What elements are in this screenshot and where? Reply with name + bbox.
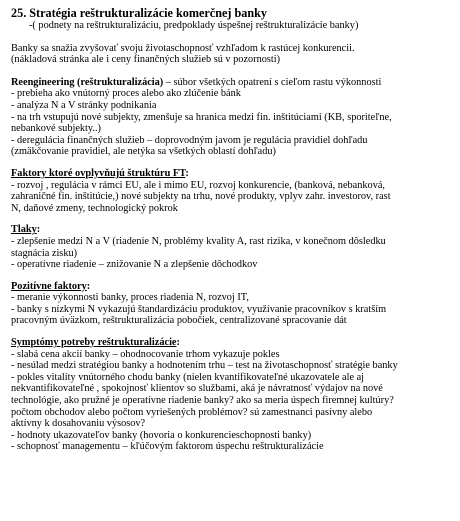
tlaky-heading-line: [11, 224, 452, 236]
symptomy-line: - nesúlad medzi stratégiou banky a hodnotením trhu – test na životaschopnosť stratégie banky: [11, 360, 398, 372]
intro-line: (nákladová stránka ale i ceny finančných služieb sú v pozornosti): [11, 54, 281, 66]
symptomy-line: - schopnosť managementu – kľúčovým faktorom úspechu reštrukturalizácie: [11, 441, 324, 453]
tlaky-section: [11, 224, 452, 270]
intro-paragraph: [11, 43, 452, 66]
symptomy-line: - pokles vitality vnútorného chodu banky (nielen kvantifikovateľné ukazovatele ale aj: [11, 371, 365, 383]
faktory-heading-suffix: :: [185, 167, 189, 179]
reengineering-line: (zmäkčovanie pravidiel, ale netýka sa všetkých oblastí dohľadu): [11, 146, 276, 158]
reengineering-line: nebankové subjekty..): [11, 123, 101, 135]
tlaky-line: - operatívne riadenie – znižovanie N a zlepšenie dôchodkov: [11, 259, 258, 271]
symptomy-section: [11, 337, 452, 453]
reengineering-line: - na trh vstupujú nové subjekty, zmenšuje sa hranica medzi fin. inštitúciami (KB, sporiteľne,: [11, 111, 392, 123]
faktory-line: zahraničné fin. inštitúcie,) nové subjekty na trhu, nové produkty, vplyv zahr. investorov, rast: [11, 191, 391, 203]
pozitivne-heading-line: [11, 281, 452, 293]
pozitivne-line: - meranie výkonnosti banky, proces riadenia N, rozvoj IT,: [11, 292, 249, 304]
symptomy-line: nekvantifikovateľné , spokojnosť klientov so službami, aká je návratnosť výdajov na nové: [11, 383, 383, 395]
faktory-section: [11, 168, 452, 214]
reengineering-line: - prebieha ako vnútorný proces alebo ako zlúčenie bánk: [11, 88, 241, 100]
symptomy-heading-suffix: :: [176, 337, 180, 349]
tlaky-line: - zlepšenie medzi N a V (riadenie N, problémy kvality A, rast rizika, v konečnom dôsledku: [11, 235, 386, 247]
symptomy-line: aktívny k dosahovaniu výsosov?: [11, 418, 146, 430]
tlaky-heading-suffix: :: [36, 224, 41, 236]
pozitivne-line: pracovným úväzkom, reštrukturalizácia pobočiek, centralizované spracovanie dát: [11, 315, 347, 327]
intro-line: Banky sa snažia zvyšovať svoju životaschopnosť vzhľadom k rastúcej konkurencii.: [11, 42, 355, 54]
pozitivne-heading: Pozitívne faktory: [11, 280, 87, 292]
reengineering-line: - analýza N a V stránky podnikania: [11, 99, 157, 111]
faktory-line: - rozvoj , regulácia v rámci EU, ale i mimo EU, rozvoj konkurencie, (banková, nebanková,: [11, 179, 385, 191]
faktory-heading-line: [11, 168, 452, 180]
tlaky-heading: Tlaky: [11, 224, 37, 236]
subtitle: -( podnety na reštrukturalizáciu, predpoklady úspešnej reštrukturalizácie banky): [29, 20, 359, 31]
symptomy-heading-line: [11, 337, 452, 349]
pozitivne-section: [11, 281, 452, 327]
symptomy-line: - hodnoty ukazovateľov banky (hovoria o konkurencieschopnosti banky): [11, 429, 312, 441]
pozitivne-heading-suffix: :: [86, 280, 91, 292]
reengineering-heading-rest: – súbor všetkých opatrení s cieľom rastu výkonnosti: [163, 76, 382, 88]
reengineering-heading-line: [11, 77, 452, 89]
symptomy-line: technológie, ako pružné je operatívne riadenie banky? ako sa meria úspech firemnej kultúry?: [11, 395, 394, 407]
reengineering-line: - deregulácia finančných služieb – doprovodným javom je regulácia pravidiel dohľadu: [11, 134, 368, 146]
symptomy-line: počtom obchodov alebo počtom vyriešených problémov? sú zamestnanci pasívny alebo: [11, 406, 373, 418]
faktory-heading: Faktory ktoré ovplyvňujú štruktúru FT: [11, 167, 186, 179]
reengineering-heading: Reengineering (reštrukturalizácia): [11, 76, 164, 88]
pozitivne-line: - banky s nízkymi N vykazujú štandardizáciu produktov, využívanie pracovníkov s kratším: [11, 303, 387, 315]
faktory-line: N, daňové zmeny, technologický pokrok: [11, 202, 178, 214]
reengineering-section: [11, 77, 452, 158]
tlaky-line: stagnácia zisku): [11, 247, 78, 259]
symptomy-heading: Symptómy potreby reštrukturalizácie: [11, 337, 177, 349]
symptomy-line: - slabá cena akcií banky – ohodnocovanie trhom vykazuje pokles: [11, 348, 280, 360]
page-title: 25. Stratégia reštrukturalizácie komerčnej banky: [11, 6, 268, 20]
